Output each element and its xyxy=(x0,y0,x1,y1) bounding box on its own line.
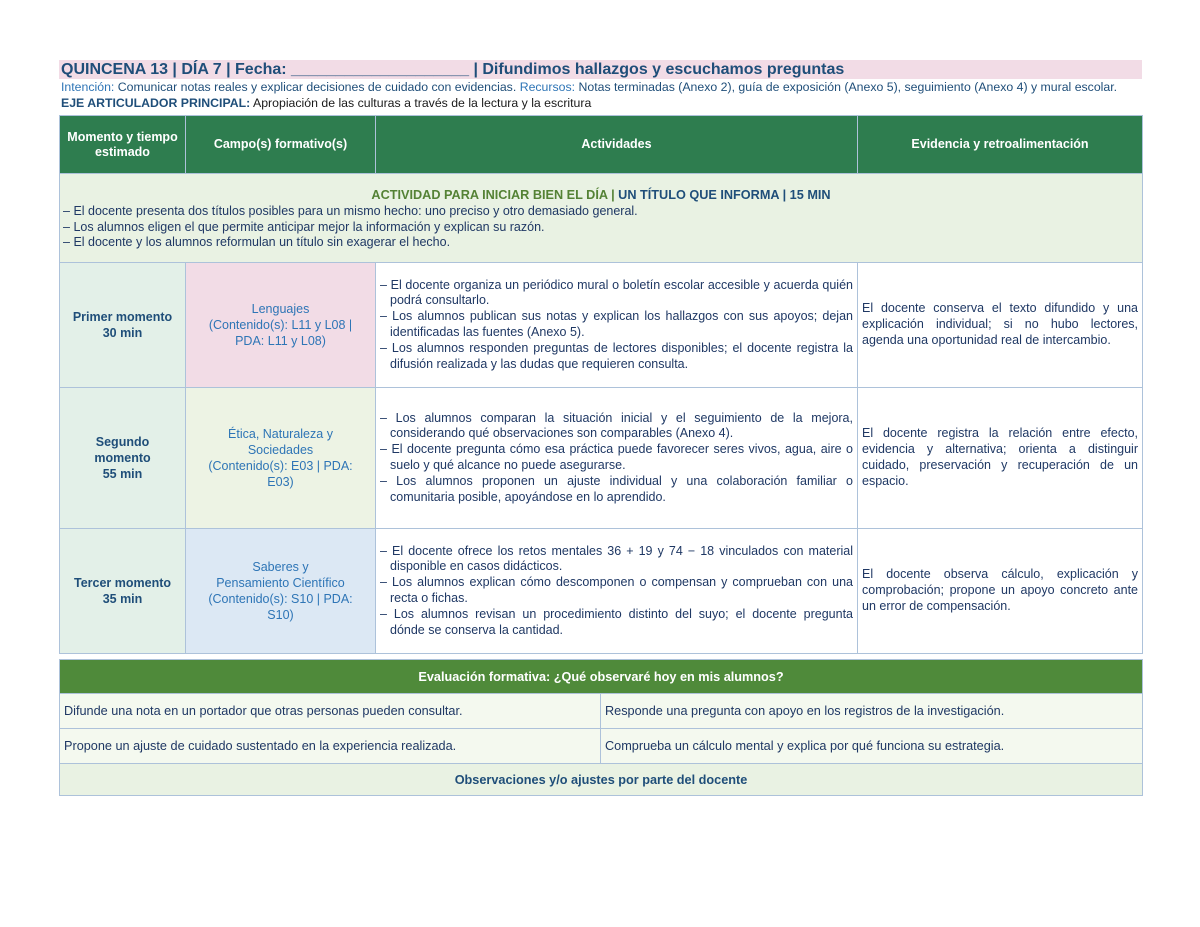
eje-label: EJE ARTICULADOR PRINCIPAL: xyxy=(61,95,251,110)
list-item: – Los alumnos responden preguntas de lectores disponibles; el docente registra la difusión realizada y las dudas que requieren consulta. xyxy=(380,341,853,373)
evaluation-cell: Difunde una nota en un portador que otras personas pueden consultar. xyxy=(60,694,601,729)
activities-cell xyxy=(376,529,858,654)
evaluation-header-row xyxy=(60,660,1143,694)
evaluation-cell: Responde una pregunta con apoyo en los registros de la investigación. xyxy=(601,694,1143,729)
recursos-label: Recursos: xyxy=(519,80,576,94)
intro-block xyxy=(61,80,1141,111)
list-item: – El docente pregunta cómo esa práctica puede favorecer seres vivos, agua, aire o suelo y qué alcance no puede asegurarse. xyxy=(380,442,853,474)
intencion-label: Intención: xyxy=(61,80,115,94)
activities-cell xyxy=(376,388,858,529)
evidence-cell: El docente observa cálculo, explicación y comprobación; propone un apoyo concreto ante un error de compensación. xyxy=(858,529,1143,654)
opening-title-blue: UN TÍTULO QUE INFORMA | 15 MIN xyxy=(618,188,831,202)
evidence-cell: El docente registra la relación entre efecto, evidencia y alternativa; orienta a distinguir cuidado, preservación y recuperación de un espacio. xyxy=(858,388,1143,529)
evaluation-cell: Comprueba un cálculo mental y explica por qué funciona su estrategia. xyxy=(601,729,1143,764)
recursos-text: Notas terminadas (Anexo 2), guía de exposición (Anexo 5), seguimiento (Anexo 4) y mural escolar. xyxy=(578,80,1118,94)
moment-cell xyxy=(60,263,186,388)
opening-title xyxy=(60,188,1142,202)
col-header-evidence: Evidencia y retroalimentación xyxy=(858,116,1143,174)
list-item: – Los alumnos revisan un procedimiento distinto del suyo; el docente pregunta dónde se conserva la cantidad. xyxy=(380,607,853,639)
observations-label: Observaciones y/o ajustes por parte del docente xyxy=(60,764,1143,796)
evaluation-cell: Propone un ajuste de cuidado sustentado en la experiencia realizada. xyxy=(60,729,601,764)
evaluation-table xyxy=(59,659,1143,796)
moment-cell xyxy=(60,388,186,529)
opening-cell xyxy=(60,174,1143,263)
campo-cell xyxy=(186,529,376,654)
table-row xyxy=(60,388,1143,529)
evaluation-header: Evaluación formativa: ¿Qué observaré hoy en mis alumnos? xyxy=(60,660,1143,694)
page-title: QUINCENA 13 | DÍA 7 | Fecha: ____________________ | Difundimos hallazgos y escuchamos preguntas xyxy=(59,60,1142,79)
table-row xyxy=(60,694,1143,729)
evidence-cell: El docente conserva el texto difundido y una explicación individual; si no hubo lectores, agenda una oportunidad real de intercambio. xyxy=(858,263,1143,388)
campo-contenido: (Contenido(s): E03 | PDA: E03) xyxy=(208,459,353,489)
moment-name: Segundo momento xyxy=(94,435,151,465)
moment-time: 30 min xyxy=(102,326,143,340)
table-row xyxy=(60,529,1143,654)
campo-contenido: (Contenido(s): S10 | PDA: S10) xyxy=(208,592,353,622)
list-item: – Los alumnos eligen el que permite anticipar mejor la información y explican su razón. xyxy=(63,220,1142,236)
campo-name: Ética, Naturaleza y Sociedades xyxy=(228,427,333,457)
eje-text: Apropiación de las culturas a través de la lectura y la escritura xyxy=(253,95,592,110)
list-item: – Los alumnos proponen un ajuste individual y una colaboración familiar o comunitaria posible, apoyándose en lo aprendido. xyxy=(380,474,853,506)
activities-list xyxy=(376,411,857,506)
moment-time: 55 min xyxy=(102,467,143,481)
opening-list xyxy=(63,204,1142,251)
list-item: – El docente y los alumnos reformulan un título sin exagerar el hecho. xyxy=(63,235,1142,251)
list-item: – El docente ofrece los retos mentales 36 + 19 y 74 − 18 vinculados con material disponible en casos didácticos. xyxy=(380,544,853,576)
table-row xyxy=(60,263,1143,388)
list-item: – Los alumnos publican sus notas y explican los hallazgos con sus apoyos; dejan identificadas las fuentes (Anexo 5). xyxy=(380,309,853,341)
opening-row xyxy=(60,174,1143,263)
activities-list xyxy=(376,544,857,639)
plan-table xyxy=(59,115,1143,654)
campo-name: Saberes y Pensamiento Científico xyxy=(216,560,345,590)
plan-header-row xyxy=(60,116,1143,174)
campo-cell xyxy=(186,388,376,529)
list-item: – El docente presenta dos títulos posibles para un mismo hecho: uno preciso y otro demasiado general. xyxy=(63,204,1142,220)
col-header-activities: Actividades xyxy=(376,116,858,174)
col-header-moment: Momento y tiempo estimado xyxy=(60,116,186,174)
campo-name: Lenguajes xyxy=(251,302,310,316)
activities-list xyxy=(376,278,857,373)
moment-name: Primer momento xyxy=(72,310,173,324)
campo-contenido: (Contenido(s): L11 y L08 | PDA: L11 y L08) xyxy=(208,318,353,348)
list-item: – Los alumnos comparan la situación inicial y el seguimiento de la mejora, considerando qué observaciones son comparables (Anexo 4). xyxy=(380,411,853,443)
moment-cell xyxy=(60,529,186,654)
moment-time: 35 min xyxy=(102,592,143,606)
list-item: – Los alumnos explican cómo descomponen o compensan y comprueban con una recta o fichas. xyxy=(380,575,853,607)
observations-row xyxy=(60,764,1143,796)
moment-name: Tercer momento xyxy=(73,576,171,590)
activities-cell xyxy=(376,263,858,388)
campo-cell xyxy=(186,263,376,388)
opening-title-green: ACTIVIDAD PARA INICIAR BIEN EL DÍA | xyxy=(371,188,615,202)
table-row xyxy=(60,729,1143,764)
col-header-campo: Campo(s) formativo(s) xyxy=(186,116,376,174)
list-item: – El docente organiza un periódico mural o boletín escolar accesible y acuerda quién podrá consultarlo. xyxy=(380,278,853,310)
intencion-text: Comunicar notas reales y explicar decisiones de cuidado con evidencias. xyxy=(117,80,517,94)
